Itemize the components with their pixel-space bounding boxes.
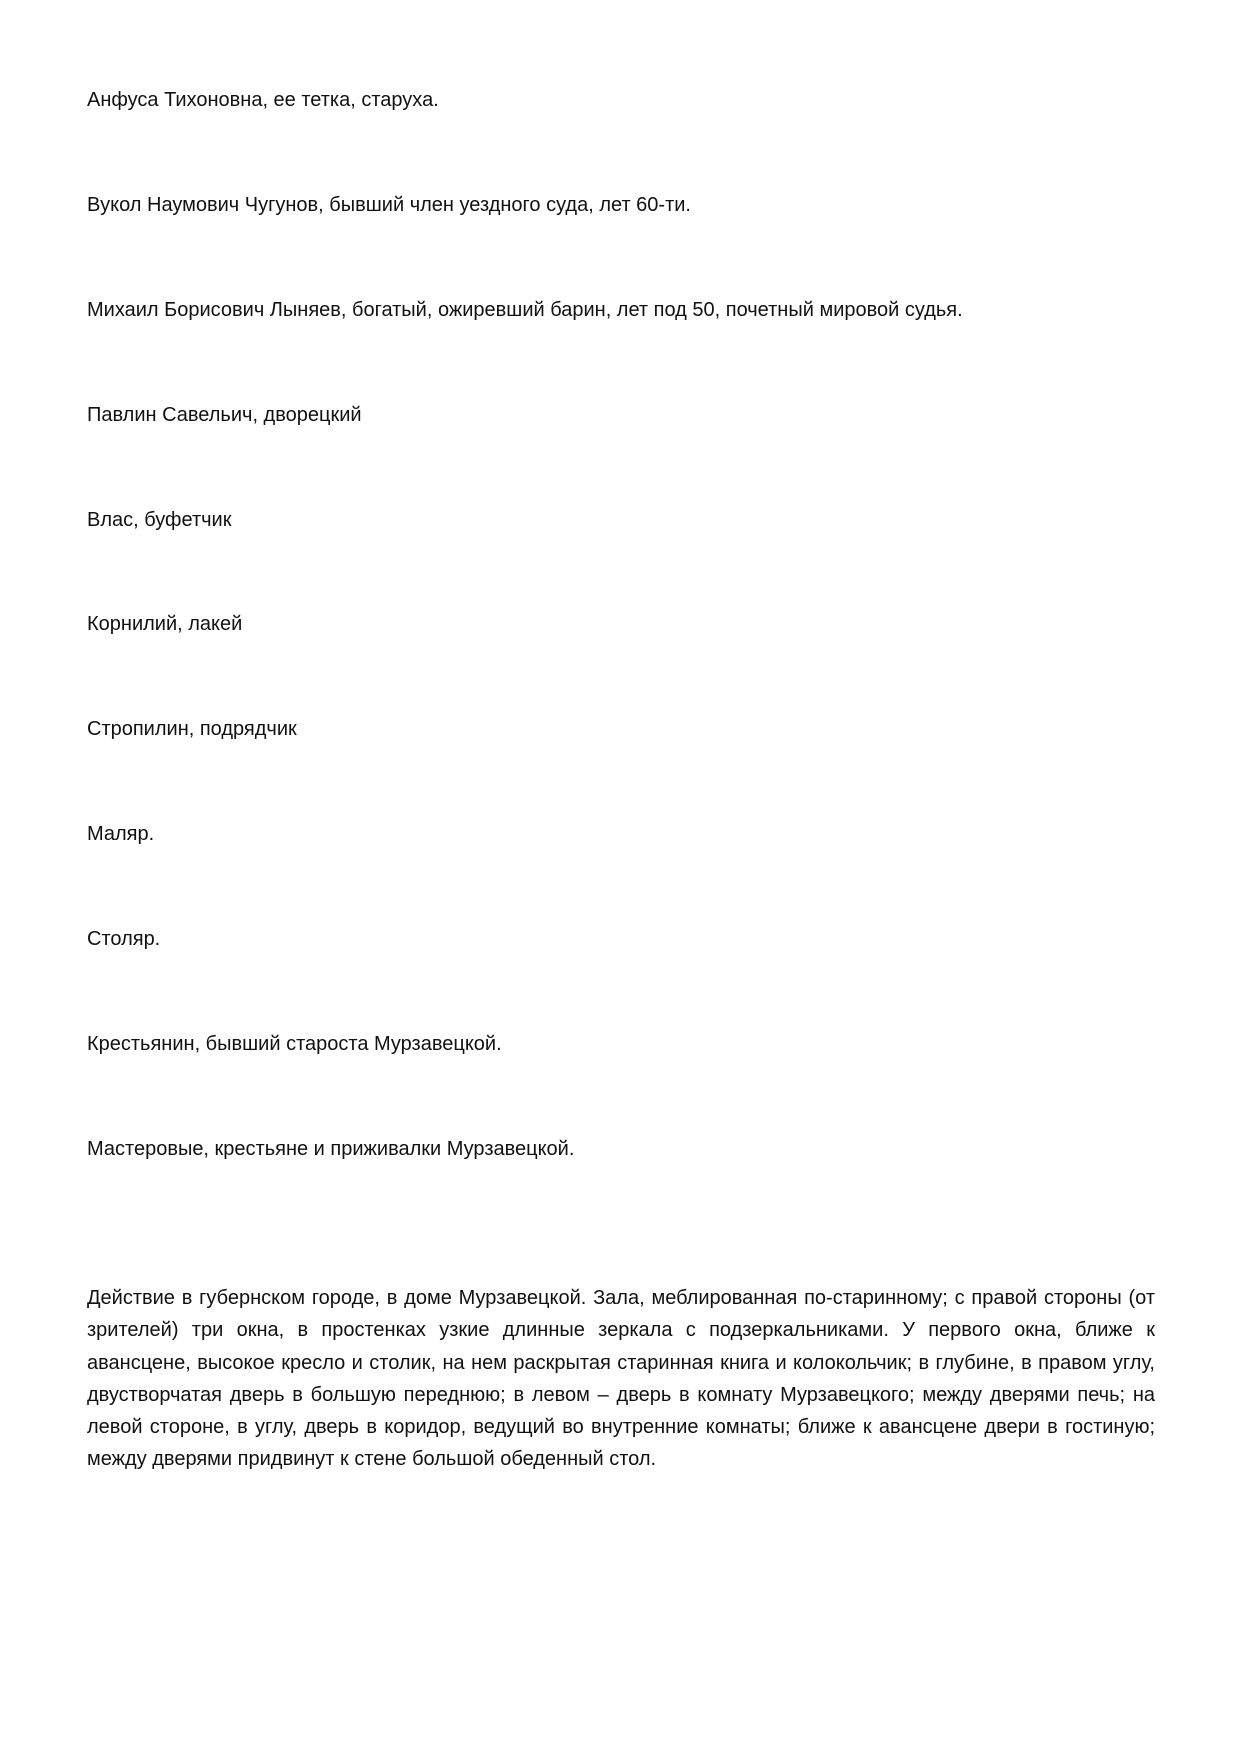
setting-description: Действие в губернском городе, в доме Мурзавецкой. Зала, меблированная по-старинному; с правой стороны (от зрителей) три окна, в простенках узкие длинные зеркала с подзеркальниками. У первого окна, ближе к авансцене, высокое кресло и столик, на нем раскрытая старинная книга и колокольчик; в глубине, в правом углу, двустворчатая дверь в большую переднюю; в левом – дверь в комнату Мурзавецкого; между дверями печь; на левой стороне, в углу, дверь в коридор, ведущий во внутренние комнаты; ближе к авансцене двери в гостиную; между дверями придвинут к стене большой обеденный стол.	[87, 1287, 1155, 1471]
cast-entry-pavlin: Павлин Савельич, дворецкий	[87, 404, 362, 426]
cast-entry-anfusa: Анфуса Тихоновна, ее тетка, старуха.	[87, 89, 439, 111]
cast-entry-carpenter: Столяр.	[87, 928, 161, 950]
cast-entry-lynyaev: Михаил Борисович Лыняев, богатый, ожиревший барин, лет под 50, почетный мировой судья.	[87, 299, 963, 321]
cast-entry-stropilin: Стропилин, подрядчик	[87, 718, 297, 740]
cast-entry-craftsmen: Мастеровые, крестьяне и приживалки Мурзавецкой.	[87, 1138, 575, 1160]
cast-entry-vlas: Влас, буфетчик	[87, 509, 232, 531]
cast-entry-peasant: Крестьянин, бывший староста Мурзавецкой.	[87, 1033, 502, 1055]
cast-entry-painter: Маляр.	[87, 823, 155, 845]
cast-entry-chugunov: Вукол Наумович Чугунов, бывший член уездного суда, лет 60-ти.	[87, 194, 691, 216]
cast-entry-korniliy: Корнилий, лакей	[87, 613, 243, 635]
